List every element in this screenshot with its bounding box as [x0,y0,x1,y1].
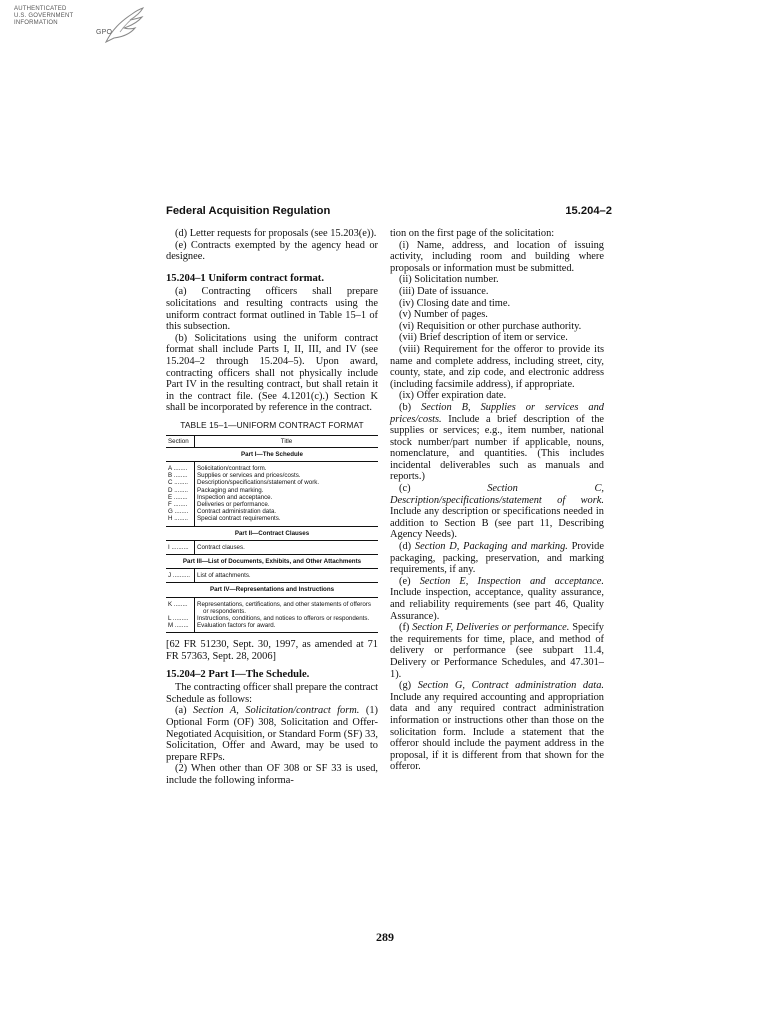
row-title: Evaluation factors for award. [195,622,379,633]
row-section: L ......... [168,614,189,622]
paragraph-text: Include any description or specifications needed in addition to Section B (see part 11, Describing Agency Needs). [390,506,604,541]
paragraph: (b) Solicitations using the uniform contract format shall include Parts I, II, III, and IV (see 15.204–2 through 15.204–5). Upon award, contracting officers shall not physically include Part IV in the resulting contract, but shall retain it in the contract file. (See 4.1201(c).) Section K shall be incorporated by reference in the contract. [166,332,378,414]
paragraph-text: Include a brief description of the supplies or services; e.g., item number, national stock number/part number if applicable, nouns, nomenclature, and quantities. (This includes incidental deliverables such as manuals and reports.) [390,413,604,483]
row-title: Instructions, conditions, and notices to offerors or respondents. [197,614,370,622]
row-title: Special contract requirements. [195,515,379,526]
row-section: G ........ [168,508,189,516]
right-column [390,228,604,773]
paragraph-label: (f) [399,622,410,634]
row-title: Contract clauses. [195,540,379,554]
paragraph: (v) Number of pages. [399,309,488,321]
seal-text-line: U.S. GOVERNMENT [14,13,74,19]
seal-text-line: INFORMATION [14,20,58,26]
row-title: Description/specifications/statement of work. [195,479,379,486]
paragraph-label: (g) [399,680,412,692]
paragraph-label: (e) [399,575,411,587]
row-title: Contract administration data. [195,508,379,515]
row-section: I .......... [168,543,189,551]
paragraph [390,680,604,773]
paragraph-label: (d) [399,541,412,553]
paragraph: (iii) Date of issuance. [399,285,489,297]
paragraph-label: (c) [399,483,411,495]
table-row [166,508,378,515]
table-part-heading: Part I—The Schedule [166,447,378,461]
row-title: Supplies or services and prices/costs. [195,472,379,479]
table-row [166,569,378,583]
amendment-citation: [62 FR 51230, Sept. 30, 1997, as amended at 71 FR 57363, Sept. 28, 2006] [166,639,378,662]
section-number: 15.204–2 [565,205,612,217]
gpo-authentication-seal [6,4,146,48]
table-header-section: Section [166,435,195,447]
paragraph-label: (b) [399,401,412,413]
paragraph: (iv) Closing date and time. [399,297,511,309]
document-title: Federal Acquisition Regulation [166,205,331,217]
paragraph: (2) When other than OF 308 or SF 33 is used, include the following informa- [166,763,378,786]
row-section: A ........ [168,464,188,472]
paragraph-text: Specify the requirements for time, place, and method of delivery or performance (see subpart 11.4, Delivery or Performance Schedules, and 47.301–1). [390,622,604,680]
table-part-heading: Part II—Contract Clauses [166,526,378,540]
paragraph-italic-heading: Section D, Packaging and marking. [414,541,568,553]
table-row [166,494,378,501]
paragraph: (a) Contracting officers shall prepare solicitations and resulting contracts using the uniform contract format outlined in Table 15–1 of this subsection. [166,286,378,333]
paragraph-italic-heading: Section C, Description/specifications/statement of work. [390,483,604,506]
paragraph: (vii) Brief description of item or service. [399,332,568,344]
row-title: Solicitation/contract form. [195,461,379,472]
row-title: Packaging and marking. [195,487,379,494]
paragraph: The contracting officer shall prepare the contract Schedule as follows: [166,682,378,705]
table-row [166,487,378,494]
paragraph: (e) Contracts exempted by the agency head or designee. [166,239,378,263]
running-head [166,205,612,221]
table-header-title: Title [195,435,379,447]
row-section: J .......... [168,572,191,580]
paragraph: (viii) Requirement for the offeror to provide its name and complete address, including street, city, county, state, and zip code, and electronic address (including facsimile address), if appropriate. [390,343,604,390]
row-section: F ........ [168,500,188,508]
paragraph-italic-heading: Section B, Supplies or services and prices/costs. [390,401,604,425]
paragraph: (vi) Requisition or other purchase authority. [399,320,582,332]
paragraph-text: Provide packaging, packing, preservation, and marking requirements, if any. [390,541,604,576]
paragraph-text: (1) Optional Form (OF) 308, Solicitation and Offer-Negotiated Acquisition, or Standard Form (SF) 33, Solicitation, Offer and Award, may be used to prepare RFPs. [166,705,378,763]
row-section: M ........ [166,622,195,633]
paragraph: (i) Name, address, and location of issuing activity, including room and building where proposals or information must be submitted. [390,239,604,274]
table-row [166,515,378,526]
paragraph: (ii) Solicitation number. [399,274,499,286]
table-row [166,540,378,554]
paragraph-text: Include any required accounting and appropriation data and any required contract administration information or instructions other than those on the solicitation form. Include a statement that the offeror should include the payment address in the proposal, if it is different from that shown for the offeror. [390,691,604,773]
paragraph [390,541,604,576]
paragraph [390,576,604,622]
page-number: 289 [376,930,394,944]
left-column [166,228,378,786]
paragraph-text: Include inspection, acceptance, quality assurance, and reliability requirements (see part 46, Quality Assurance). [390,587,604,622]
uniform-contract-format-table [166,435,378,634]
row-section: K ........ [168,600,188,608]
row-title: Inspection and acceptance. [195,494,379,501]
table-row [166,501,378,508]
table-part-heading: Part IV—Representations and Instructions [166,583,378,597]
paragraph: (d) Letter requests for proposals (see 15.203(e)). [175,228,377,239]
paragraph [390,402,604,483]
table-row [166,461,378,472]
row-section: H ........ [168,515,188,523]
table-row [166,622,378,633]
paragraph: tion on the first page of the solicitation: [390,228,555,239]
paragraph-italic-heading: Section G, Contract administration data. [417,680,604,692]
table-part-heading: Part III—List of Documents, Exhibits, and Other Attachments [166,554,378,568]
row-section: B ........ [168,472,188,480]
row-section: C ........ [168,479,188,487]
paragraph [390,483,604,541]
section-heading: 15.204–2 Part I—The Schedule. [166,668,310,680]
paragraph [390,622,604,680]
paragraph-italic-heading: Section A, Solicitation/contract form. [193,705,360,717]
row-title: List of attachments. [195,569,379,583]
row-title: Representations, certifications, and other statements of offerors or respondents. [197,600,371,615]
table-row [166,597,378,615]
table-row [166,615,378,622]
eagle-emblem-icon [102,4,146,48]
paragraph: (ix) Offer expiration date. [399,390,507,402]
paragraph [166,705,378,763]
table-caption: TABLE 15–1—UNIFORM CONTRACT FORMAT [180,419,364,430]
row-section: D ........ [168,486,188,494]
table-row [166,472,378,479]
paragraph-italic-heading: Section F, Deliveries or performance. [412,622,570,634]
seal-text-line: GPO [96,29,113,36]
seal-text-line: AUTHENTICATED [14,6,67,12]
row-section: E ........ [168,493,188,501]
table-row [166,479,378,486]
paragraph-italic-heading: Section E, Inspection and acceptance. [419,575,604,587]
section-heading: 15.204–1 Uniform contract format. [166,272,324,284]
paragraph-label: (a) [175,705,187,717]
row-title: Deliveries or performance. [195,501,379,508]
